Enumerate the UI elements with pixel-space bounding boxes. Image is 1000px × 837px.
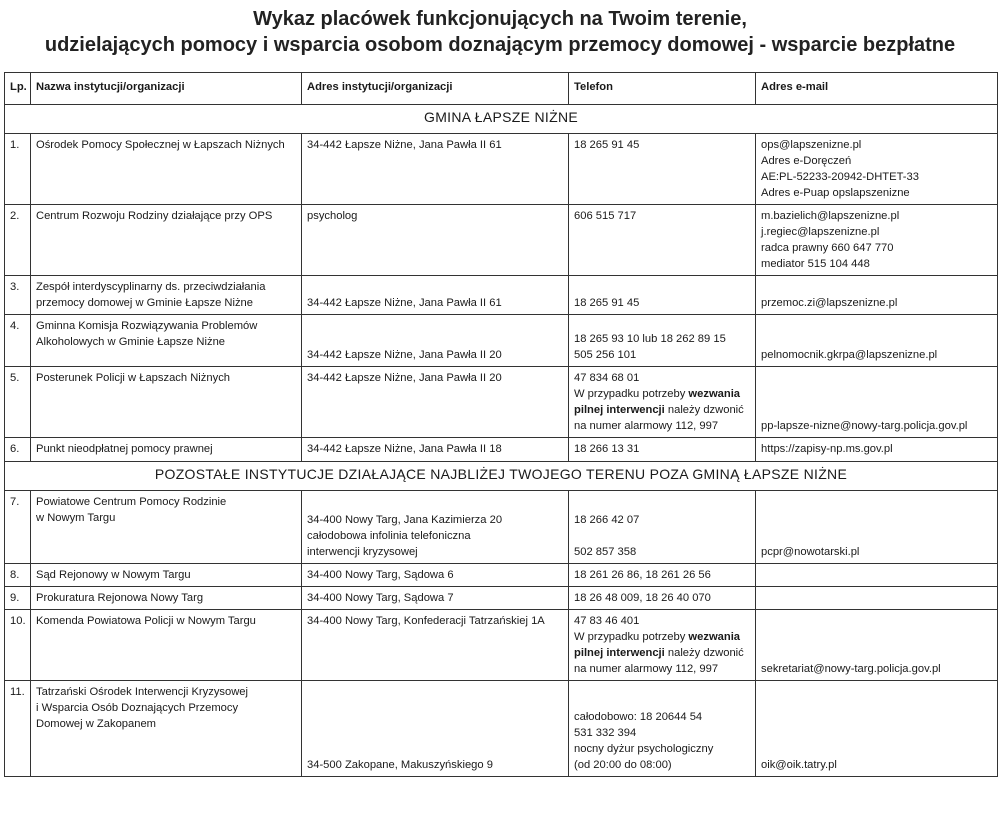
phone-note-line [574,645,750,661]
cell-name [31,367,302,438]
document-title [0,6,1000,58]
note-text: W przypadku potrzeby [574,631,689,643]
note-text: należy dzwonić [664,404,744,416]
cell-lp: 3. [5,276,31,315]
cell-email [756,681,998,777]
cell-line: https://zapisy-np.ms.gov.pl [761,443,893,455]
cell-line: interwencji kryzysowej [307,546,418,558]
table-row [5,276,998,315]
section-heading: POZOSTAŁE INSTYTUCJE DZIAŁAJĄCE NAJBLIŻEJ TWOJEGO TERENU POZA GMINĄ ŁAPSZE NIŻNE [5,462,998,491]
cell-line: 34-442 Łapsze Niżne, Jana Pawła II 20 [307,349,502,361]
cell-phone [569,205,756,276]
cell-line: 18 265 91 45 [574,297,640,309]
cell-line: przemocy domowej w Gminie Łapsze Niżne [36,297,253,309]
cell-line: 18 26 48 009, 18 26 40 070 [574,592,711,604]
cell-name [31,205,302,276]
cell-line: przemoc.zi@lapszenizne.pl [761,297,898,309]
cell-address [302,587,569,610]
cell-line: Adres e-Puap opslapszenizne [761,187,910,199]
title-line-1: Wykaz placówek funkcjonujących na Twoim terenie, [253,8,747,30]
cell-lp: 11. [5,681,31,777]
cell-line: 47 834 68 01 [574,372,640,384]
cell-phone [569,315,756,367]
cell-lp: 6. [5,438,31,462]
cell-line: w Nowym Targu [36,512,116,524]
cell-line: Ośrodek Pomocy Społecznej w Łapszach Niżnych [36,139,285,151]
cell-line: j.regiec@lapszenizne.pl [761,226,880,238]
cell-line: 34-442 Łapsze Niżne, Jana Pawła II 20 [307,372,502,384]
cell-phone [569,276,756,315]
cell-line: 47 83 46 401 [574,615,640,627]
cell-line: 18 266 13 31 [574,443,640,455]
cell-name [31,610,302,681]
cell-email [756,315,998,367]
phone-note-line [574,629,750,645]
cell-phone [569,438,756,462]
cell-address [302,610,569,681]
cell-line: m.bazielich@lapszenizne.pl [761,210,900,222]
cell-line: nocny dyżur psychologiczny [574,743,714,755]
note-text: W przypadku potrzeby [574,388,689,400]
cell-address [302,681,569,777]
note-emphasis: wezwania [688,388,741,400]
note-emphasis: wezwania [688,631,741,643]
cell-name [31,315,302,367]
cell-line: Sąd Rejonowy w Nowym Targu [36,569,191,581]
cell-line: 34-400 Nowy Targ, Jana Kazimierza 20 [307,514,503,526]
cell-name [31,276,302,315]
cell-address [302,315,569,367]
header-name: Nazwa instytucji/organizacji [31,73,302,105]
title-line-2: udzielających pomocy i wsparcia osobom doznającym przemocy domowej - wsparcie bezpłatne [44,34,956,56]
cell-address [302,276,569,315]
header-address: Adres instytucji/organizacji [302,73,569,105]
cell-line: radca prawny 660 647 770 [761,242,894,254]
table-row [5,438,998,462]
cell-line: 34-442 Łapsze Niżne, Jana Pawła II 61 [307,297,502,309]
cell-email [756,610,998,681]
cell-line [761,567,992,583]
cell-lp: 2. [5,205,31,276]
cell-line: Prokuratura Rejonowa Nowy Targ [36,592,204,604]
cell-phone [569,587,756,610]
cell-address [302,491,569,564]
cell-line: Tatrzański Ośrodek Interwencji Kryzysowej [36,686,249,698]
cell-lp: 8. [5,564,31,587]
section-gmina-lapsze [5,105,998,134]
cell-address [302,134,569,205]
table-row [5,205,998,276]
cell-line: Posterunek Policji w Łapszach Niżnych [36,372,231,384]
cell-line: całodobowo: 18 20644 54 [574,711,703,723]
cell-line: 34-400 Nowy Targ, Konfederacji Tatrzańskiej 1A [307,615,545,627]
cell-name [31,438,302,462]
cell-email [756,491,998,564]
cell-line: 18 265 93 10 lub 18 262 89 15 [574,333,726,345]
cell-address [302,205,569,276]
cell-line: sekretariat@nowy-targ.policja.gov.pl [761,663,941,675]
header-email: Adres e-mail [756,73,998,105]
cell-lp: 10. [5,610,31,681]
section-heading: GMINA ŁAPSZE NIŻNE [5,105,998,134]
cell-line: 34-400 Nowy Targ, Sądowa 6 [307,569,454,581]
table-row [5,610,998,681]
cell-line: 34-442 Łapsze Niżne, Jana Pawła II 18 [307,443,502,455]
cell-line: 502 857 358 [574,546,637,558]
cell-address [302,564,569,587]
cell-email [756,438,998,462]
cell-phone [569,564,756,587]
table-header-row [5,73,998,105]
cell-name [31,564,302,587]
table-row [5,315,998,367]
cell-name [31,681,302,777]
cell-line [761,590,992,606]
header-lp: Lp. [5,73,31,105]
cell-line: pp-lapsze-nizne@nowy-targ.policja.gov.pl [761,420,968,432]
cell-lp: 1. [5,134,31,205]
note-text: należy dzwonić [664,647,744,659]
cell-phone [569,367,756,438]
cell-phone [569,681,756,777]
cell-name [31,491,302,564]
cell-phone [569,491,756,564]
cell-line: 606 515 717 [574,210,637,222]
cell-line: Alkoholowych w Gminie Łapsze Niżne [36,336,226,348]
cell-line: pcpr@nowotarski.pl [761,546,860,558]
cell-line: oik@oik.tatry.pl [761,759,837,771]
phone-note-line: na numer alarmowy 112, 997 [574,420,719,432]
cell-email [756,367,998,438]
note-emphasis: pilnej interwencji [574,404,665,416]
cell-address [302,438,569,462]
cell-line: mediator 515 104 448 [761,258,870,270]
phone-note-line [574,386,750,402]
cell-line: Punkt nieodpłatnej pomocy prawnej [36,443,213,455]
cell-line: Zespół interdyscyplinarny ds. przeciwdziałania [36,281,266,293]
cell-line: Domowej w Zakopanem [36,718,157,730]
cell-line: Centrum Rozwoju Rodziny działające przy OPS [36,210,273,222]
cell-lp: 4. [5,315,31,367]
cell-lp: 9. [5,587,31,610]
cell-phone [569,610,756,681]
cell-line: 505 256 101 [574,349,637,361]
cell-lp: 7. [5,491,31,564]
institutions-table [4,72,998,777]
table-row [5,134,998,205]
cell-line: 34-442 Łapsze Niżne, Jana Pawła II 61 [307,139,502,151]
cell-email [756,276,998,315]
cell-line: 531 332 394 [574,727,637,739]
cell-line: 34-500 Zakopane, Makuszyńskiego 9 [307,759,493,771]
note-emphasis: pilnej interwencji [574,647,665,659]
cell-line: Adres e-Doręczeń [761,155,852,167]
cell-line: psycholog [307,210,358,222]
phone-note-line [574,402,750,418]
cell-line: 18 261 26 86, 18 261 26 56 [574,569,711,581]
cell-lp: 5. [5,367,31,438]
cell-email [756,205,998,276]
cell-address [302,367,569,438]
cell-email [756,134,998,205]
cell-line: całodobowa infolinia telefoniczna [307,530,471,542]
cell-line: 34-400 Nowy Targ, Sądowa 7 [307,592,454,604]
cell-line: 18 265 91 45 [574,139,640,151]
cell-email [756,587,998,610]
cell-phone [569,134,756,205]
cell-line: Gminna Komisja Rozwiązywania Problemów [36,320,258,332]
cell-line: pelnomocnik.gkrpa@lapszenizne.pl [761,349,938,361]
header-phone: Telefon [569,73,756,105]
cell-name [31,587,302,610]
cell-line: AE:PL-52233-20942-DHTET-33 [761,171,919,183]
table-row [5,491,998,564]
table-row [5,564,998,587]
cell-line: 18 266 42 07 [574,514,640,526]
table-row [5,587,998,610]
cell-line: (od 20:00 do 08:00) [574,759,672,771]
cell-line: i Wsparcia Osób Doznających Przemocy [36,702,239,714]
cell-line: Komenda Powiatowa Policji w Nowym Targu [36,615,256,627]
cell-name [31,134,302,205]
cell-email [756,564,998,587]
cell-line: ops@lapszenizne.pl [761,139,862,151]
cell-line: Powiatowe Centrum Pomocy Rodzinie [36,496,227,508]
phone-note-line: na numer alarmowy 112, 997 [574,663,719,675]
table-row [5,681,998,777]
table-row [5,367,998,438]
section-other-institutions [5,462,998,491]
